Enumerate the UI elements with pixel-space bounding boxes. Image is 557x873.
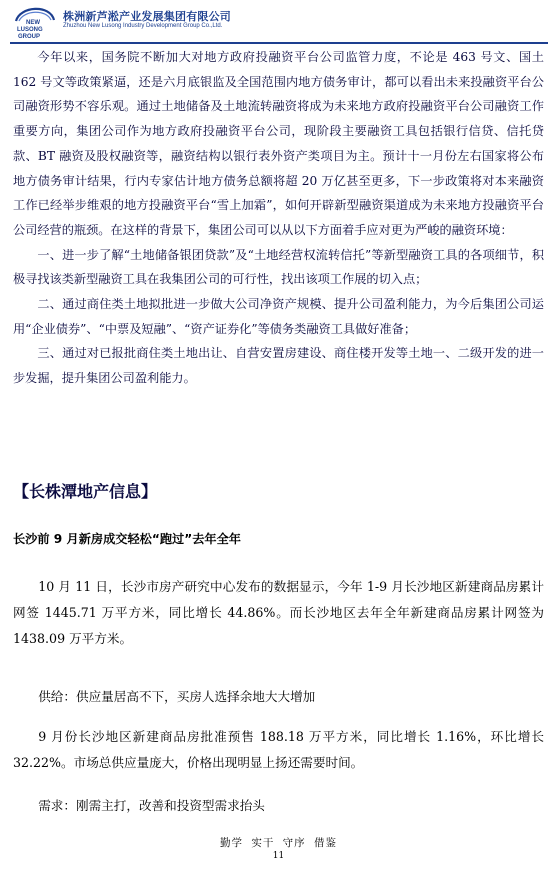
body-paragraph-1: 今年以来，国务院不断加大对地方政府投融资平台公司监管力度，不论是 463 号文、国土 162 号文等政策紧逼，还是六月底银监及全国范围内地方债务审计，都可以看出未来投融资平台公司融资形势不容乐观。通过土地储备及土地流转融资将成为未来地方政府投融资平台公司融资工作重要方向，集团公司作为地方政府投融资平台公司，现阶段主要融资工具包括银行信贷、信托贷款、BT 融资及股权融资等，融资结构以银行表外资产类项目为主。预计十一月份左右国家将公布地方债务审计结果，行内专家估计地方债务总额将超 20 万亿甚至更多，下一步政策将对本来融资工作已经举步维艰的地方投融资平台“雪上加霜”，如何开辟新型融资渠道成为未来地方投融资平台公司经营的瓶颈。在这样的背景下，集团公司可以从以下方面着手应对更为严峻的融资环境： (13, 50, 544, 237)
body-item-2: 二、通过商住类土地拟批进一步做大公司净资产规模、提升公司盈利能力，为今后集团公司运用“企业债券”、“中票及短融”、“资产证券化”等债务类融资工具做好准备； (13, 297, 544, 336)
document-body (13, 45, 544, 391)
company-logo (10, 4, 58, 40)
svg-text:GROUP: GROUP (18, 34, 41, 40)
page-header (0, 0, 557, 46)
article-paragraph-2-block (13, 724, 544, 776)
article-subheading-supply: 供给：供应量居高不下，买房人选择余地大大增加 (38, 689, 316, 704)
article-paragraph-1-block (13, 574, 544, 652)
body-item-1: 一、进一步了解“土地储备银团贷款”及“土地经营权流转信托”等新型融资工具的各项细节，积极寻找该类新型融资工具在我集团公司的可行性，找出该项工作展的切入点； (13, 247, 544, 287)
footer-motto: 勤学 实干 守序 借鉴 (219, 837, 337, 849)
article-title: 长沙前 9 月新房成交轻松“跑过”去年全年 (13, 532, 241, 546)
article-paragraph-2: 9 月份长沙地区新建商品房批准预售 188.18 万平方米，同比增长 1.16%，环比增长 32.22%。市场总供应量庞大，价格出现明显上扬还需要时间。 (13, 729, 544, 770)
body-item-3: 三、通过对已报批商住类土地出让、自营安置房建设、商住楼开发等土地一、二级开发的进一步发掘，提升集团公司盈利能力。 (13, 346, 544, 386)
section-heading: 【长株潭地产信息】 (13, 482, 158, 501)
article-subheading-demand: 需求：刚需主打，改善和投资型需求抬头 (38, 798, 265, 813)
svg-text:LUSONG: LUSONG (17, 27, 43, 33)
company-name-cn: 株洲新芦淞产业发展集团有限公司 (63, 10, 231, 23)
page-number: 11 (272, 851, 285, 861)
svg-text:NEW: NEW (26, 20, 40, 26)
header-divider (10, 42, 548, 44)
article-paragraph-1: 10 月 11 日，长沙市房产研究中心发布的数据显示，今年 1-9 月长沙地区新建商品房累计网签 1445.71 万平方米，同比增长 44.86%。而长沙地区去年全年新建商品房累计网签为 1438.09 万平方米。 (13, 579, 544, 646)
company-name-en: Zhuzhou New Lusong Industry Development Group Co.,Ltd. (63, 23, 223, 29)
